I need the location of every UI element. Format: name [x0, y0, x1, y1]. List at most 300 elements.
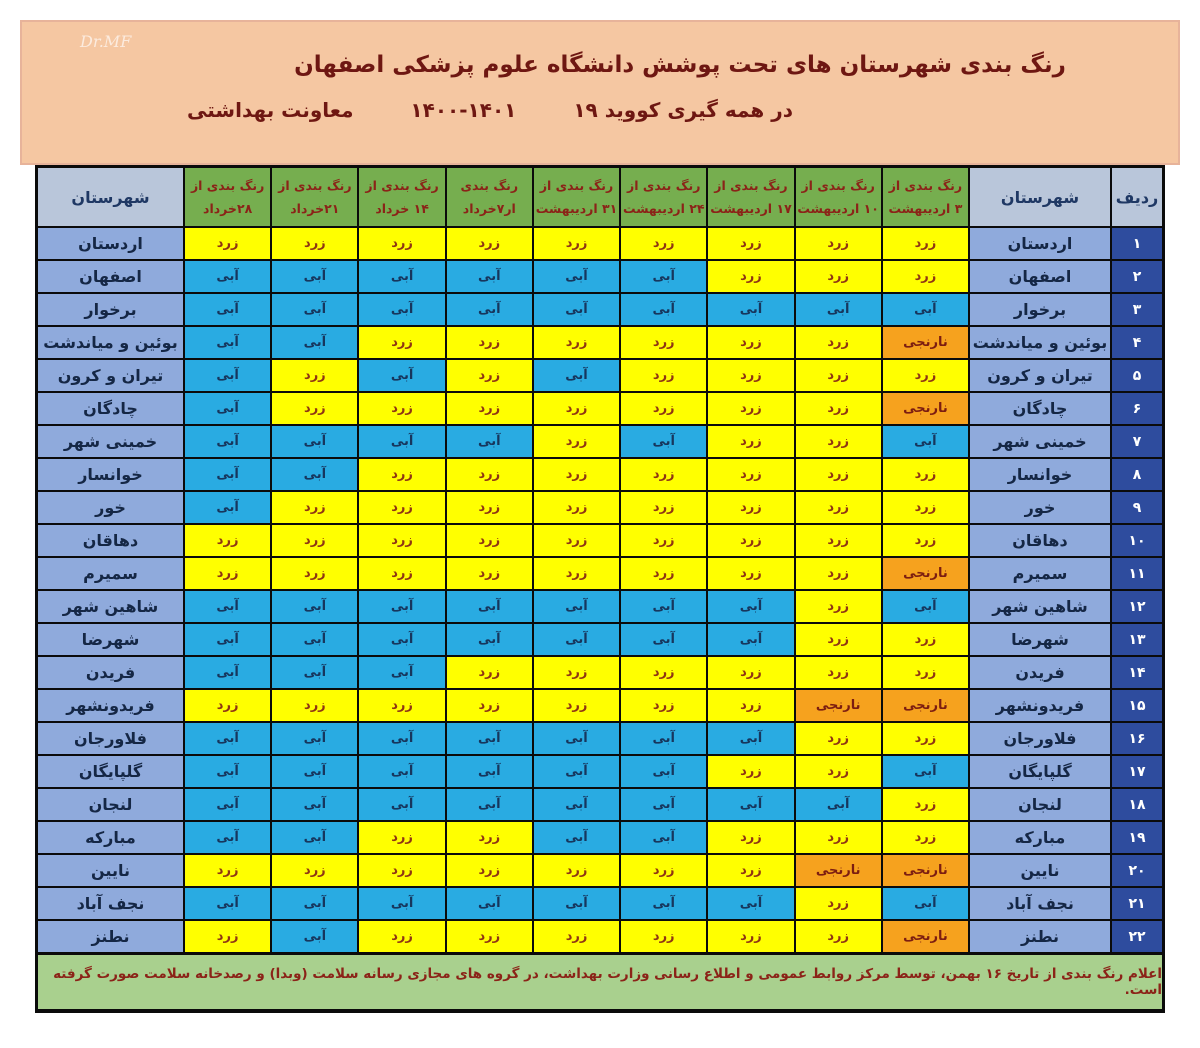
row-number-cell: ۱۹ — [1111, 821, 1164, 854]
status-cell: زرد — [795, 623, 882, 656]
row-number-cell: ۵ — [1111, 359, 1164, 392]
status-cell: نارنجی — [882, 557, 969, 590]
status-cell: زرد — [620, 227, 707, 260]
table-row — [37, 227, 1164, 260]
date-column-header-2: رنگ بندی از ۱۰ اردیبهشت — [795, 167, 882, 228]
status-cell: آبی — [184, 260, 271, 293]
table-row — [37, 854, 1164, 887]
status-cell: آبی — [620, 755, 707, 788]
status-cell: نارنجی — [882, 854, 969, 887]
status-cell: زرد — [271, 491, 358, 524]
watermark-signature: Dr.MF — [80, 32, 132, 51]
status-cell: آبی — [882, 887, 969, 920]
table-row — [37, 557, 1164, 590]
status-cell: آبی — [184, 722, 271, 755]
county-cell-right: برخوار — [969, 293, 1111, 326]
status-cell: آبی — [707, 590, 794, 623]
county-cell-right: مبارکه — [969, 821, 1111, 854]
status-cell: زرد — [358, 458, 445, 491]
county-header-left: شهرستان — [37, 167, 185, 228]
row-number-cell: ۱۵ — [1111, 689, 1164, 722]
status-cell: زرد — [446, 854, 533, 887]
status-cell: زرد — [533, 392, 620, 425]
county-cell-right: خور — [969, 491, 1111, 524]
status-cell: آبی — [620, 590, 707, 623]
status-cell: زرد — [533, 656, 620, 689]
status-cell: زرد — [446, 359, 533, 392]
status-cell: آبی — [271, 326, 358, 359]
status-cell: آبی — [620, 293, 707, 326]
status-cell: آبی — [533, 623, 620, 656]
status-cell: زرد — [271, 392, 358, 425]
status-cell: زرد — [795, 227, 882, 260]
row-number-cell: ۱۱ — [1111, 557, 1164, 590]
status-cell: زرد — [358, 920, 445, 954]
status-cell: زرد — [707, 524, 794, 557]
status-cell: زرد — [795, 425, 882, 458]
table-body — [37, 227, 1164, 954]
county-cell-left: خوانسار — [37, 458, 185, 491]
status-cell: آبی — [358, 722, 445, 755]
table-row — [37, 359, 1164, 392]
table-row — [37, 656, 1164, 689]
county-cell-right: شاهین شهر — [969, 590, 1111, 623]
status-cell: زرد — [795, 491, 882, 524]
status-cell: آبی — [358, 293, 445, 326]
status-cell: آبی — [358, 590, 445, 623]
report-subtitle — [22, 78, 1178, 122]
status-cell: زرد — [882, 227, 969, 260]
status-cell: زرد — [882, 524, 969, 557]
status-cell: نارنجی — [882, 392, 969, 425]
status-cell: آبی — [533, 788, 620, 821]
status-cell: زرد — [795, 755, 882, 788]
status-cell: زرد — [184, 689, 271, 722]
status-cell: زرد — [707, 755, 794, 788]
status-cell: آبی — [184, 293, 271, 326]
table-row — [37, 722, 1164, 755]
table-row — [37, 392, 1164, 425]
status-cell: آبی — [446, 260, 533, 293]
date-column-header-6: رنگ بندی ار۷خرداد — [446, 167, 533, 228]
county-cell-right: دهاقان — [969, 524, 1111, 557]
status-cell: زرد — [620, 458, 707, 491]
status-cell: زرد — [533, 854, 620, 887]
status-cell: آبی — [446, 425, 533, 458]
status-cell: آبی — [184, 887, 271, 920]
status-cell: زرد — [446, 821, 533, 854]
status-cell: زرد — [620, 689, 707, 722]
status-cell: زرد — [707, 260, 794, 293]
status-cell: زرد — [795, 887, 882, 920]
status-cell: آبی — [184, 491, 271, 524]
status-cell: آبی — [358, 623, 445, 656]
row-number-cell: ۱۳ — [1111, 623, 1164, 656]
status-cell: آبی — [882, 590, 969, 623]
status-cell: آبی — [184, 326, 271, 359]
status-cell: زرد — [882, 788, 969, 821]
row-number-cell: ۴ — [1111, 326, 1164, 359]
table-row — [37, 326, 1164, 359]
status-cell: زرد — [882, 359, 969, 392]
status-cell: آبی — [184, 458, 271, 491]
status-cell: زرد — [795, 590, 882, 623]
status-cell: زرد — [533, 425, 620, 458]
status-cell: زرد — [795, 326, 882, 359]
report-title: رنگ بندی شهرستان های تحت پوشش دانشگاه علوم پزشکی اصفهان — [294, 52, 1066, 78]
row-number-cell: ۶ — [1111, 392, 1164, 425]
status-cell: زرد — [707, 656, 794, 689]
status-cell: آبی — [184, 755, 271, 788]
status-cell: زرد — [707, 326, 794, 359]
status-cell: زرد — [446, 326, 533, 359]
county-cell-right: لنجان — [969, 788, 1111, 821]
table-row — [37, 623, 1164, 656]
status-cell: آبی — [446, 722, 533, 755]
status-cell: زرد — [184, 524, 271, 557]
county-cell-left: خمینی شهر — [37, 425, 185, 458]
status-cell: زرد — [620, 557, 707, 590]
status-cell: زرد — [620, 326, 707, 359]
status-cell: آبی — [707, 887, 794, 920]
county-cell-right: نایین — [969, 854, 1111, 887]
status-cell: زرد — [620, 854, 707, 887]
status-cell: زرد — [533, 458, 620, 491]
table-row — [37, 524, 1164, 557]
county-cell-right: خوانسار — [969, 458, 1111, 491]
status-cell: آبی — [620, 260, 707, 293]
status-cell: آبی — [184, 623, 271, 656]
county-cell-right: فلاورجان — [969, 722, 1111, 755]
table-row — [37, 920, 1164, 954]
status-cell: آبی — [533, 590, 620, 623]
table-row — [37, 821, 1164, 854]
status-cell: زرد — [795, 920, 882, 954]
status-cell: آبی — [271, 920, 358, 954]
county-cell-left: نطنز — [37, 920, 185, 954]
county-color-coding-table — [35, 165, 1165, 955]
table-row — [37, 590, 1164, 623]
status-cell: آبی — [533, 821, 620, 854]
status-cell: زرد — [795, 458, 882, 491]
status-cell: زرد — [358, 392, 445, 425]
status-cell: زرد — [533, 491, 620, 524]
status-cell: زرد — [795, 359, 882, 392]
county-cell-right: تیران و کرون — [969, 359, 1111, 392]
status-cell: آبی — [620, 788, 707, 821]
subtitle-deputy: معاونت بهداشتی — [187, 98, 354, 122]
status-cell: زرد — [882, 491, 969, 524]
date-column-header-9: رنگ بندی از ۲۸خرداد — [184, 167, 271, 228]
status-cell: آبی — [533, 260, 620, 293]
county-cell-left: اصفهان — [37, 260, 185, 293]
status-cell: زرد — [446, 524, 533, 557]
status-cell: آبی — [882, 293, 969, 326]
status-cell: زرد — [533, 920, 620, 954]
status-cell: آبی — [882, 755, 969, 788]
status-cell: آبی — [707, 722, 794, 755]
status-cell: آبی — [882, 425, 969, 458]
county-cell-right: اصفهان — [969, 260, 1111, 293]
table-row — [37, 260, 1164, 293]
table-row — [37, 689, 1164, 722]
date-column-header-7: رنگ بندی از ۱۴ خرداد — [358, 167, 445, 228]
status-cell: زرد — [271, 524, 358, 557]
status-cell: آبی — [184, 821, 271, 854]
status-cell: زرد — [446, 491, 533, 524]
status-cell: آبی — [358, 788, 445, 821]
status-cell: زرد — [707, 557, 794, 590]
county-cell-right: چادگان — [969, 392, 1111, 425]
status-cell: آبی — [620, 425, 707, 458]
status-cell: آبی — [620, 821, 707, 854]
date-column-header-5: رنگ بندی از ۳۱ اردیبهشت — [533, 167, 620, 228]
status-cell: زرد — [271, 227, 358, 260]
status-cell: زرد — [271, 689, 358, 722]
county-cell-left: اردستان — [37, 227, 185, 260]
status-cell: زرد — [620, 656, 707, 689]
status-cell: زرد — [707, 392, 794, 425]
county-cell-right: نجف آباد — [969, 887, 1111, 920]
status-cell: نارنجی — [795, 689, 882, 722]
status-cell: زرد — [271, 557, 358, 590]
county-cell-left: بوئین و میاندشت — [37, 326, 185, 359]
status-cell: زرد — [184, 920, 271, 954]
status-cell: آبی — [271, 887, 358, 920]
subtitle-years: ۱۴۰۰-۱۴۰۱ — [410, 98, 517, 122]
status-cell: زرد — [707, 491, 794, 524]
status-cell: آبی — [271, 821, 358, 854]
status-cell: آبی — [446, 623, 533, 656]
status-cell: زرد — [533, 227, 620, 260]
status-cell: آبی — [358, 359, 445, 392]
status-cell: زرد — [358, 491, 445, 524]
status-cell: آبی — [184, 656, 271, 689]
row-number-cell: ۱۷ — [1111, 755, 1164, 788]
status-cell: زرد — [358, 821, 445, 854]
table-head — [37, 167, 1164, 228]
status-cell: زرد — [707, 821, 794, 854]
status-cell: زرد — [882, 260, 969, 293]
status-cell: زرد — [358, 227, 445, 260]
status-cell: زرد — [446, 557, 533, 590]
date-column-header-8: رنگ بندی از ۲۱خرداد — [271, 167, 358, 228]
status-cell: زرد — [882, 821, 969, 854]
status-cell: زرد — [707, 359, 794, 392]
status-cell: آبی — [184, 590, 271, 623]
status-cell: زرد — [358, 326, 445, 359]
status-cell: زرد — [446, 227, 533, 260]
table-row — [37, 788, 1164, 821]
table-row — [37, 293, 1164, 326]
status-cell: زرد — [271, 359, 358, 392]
row-number-cell: ۲۰ — [1111, 854, 1164, 887]
row-number-cell: ۲۲ — [1111, 920, 1164, 954]
row-number-cell: ۱۲ — [1111, 590, 1164, 623]
county-cell-left: فریدونشهر — [37, 689, 185, 722]
county-cell-right: فریدونشهر — [969, 689, 1111, 722]
subtitle-pandemic: در همه گیری کووید ۱۹ — [573, 98, 793, 122]
status-cell: زرد — [795, 821, 882, 854]
county-cell-left: چادگان — [37, 392, 185, 425]
status-cell: آبی — [620, 623, 707, 656]
status-cell: آبی — [271, 656, 358, 689]
status-cell: زرد — [707, 425, 794, 458]
status-cell: زرد — [882, 722, 969, 755]
status-cell: آبی — [271, 755, 358, 788]
status-cell: زرد — [795, 722, 882, 755]
county-cell-left: فلاورجان — [37, 722, 185, 755]
county-cell-left: تیران و کرون — [37, 359, 185, 392]
county-cell-left: لنجان — [37, 788, 185, 821]
status-cell: آبی — [358, 260, 445, 293]
county-cell-left: دهاقان — [37, 524, 185, 557]
status-cell: زرد — [358, 689, 445, 722]
county-cell-right: نطنز — [969, 920, 1111, 954]
footer-note — [35, 955, 1165, 1013]
status-cell: زرد — [882, 623, 969, 656]
status-cell: زرد — [620, 491, 707, 524]
status-cell: زرد — [707, 920, 794, 954]
county-cell-right: شهرضا — [969, 623, 1111, 656]
date-column-header-1: رنگ بندی از ۳ اردیبهشت — [882, 167, 969, 228]
status-cell: آبی — [620, 887, 707, 920]
status-cell: زرد — [795, 260, 882, 293]
row-number-cell: ۱۴ — [1111, 656, 1164, 689]
status-cell: زرد — [882, 656, 969, 689]
status-cell: آبی — [533, 293, 620, 326]
county-cell-right: اردستان — [969, 227, 1111, 260]
status-cell: زرد — [184, 854, 271, 887]
status-cell: نارنجی — [882, 326, 969, 359]
row-number-header: ردیف — [1111, 167, 1164, 228]
county-cell-left: خور — [37, 491, 185, 524]
county-cell-right: خمینی شهر — [969, 425, 1111, 458]
status-cell: زرد — [620, 359, 707, 392]
status-cell: زرد — [620, 920, 707, 954]
status-cell: نارنجی — [795, 854, 882, 887]
county-cell-left: نایین — [37, 854, 185, 887]
status-cell: زرد — [184, 227, 271, 260]
status-cell: آبی — [271, 788, 358, 821]
county-cell-left: سمیرم — [37, 557, 185, 590]
status-cell: آبی — [184, 359, 271, 392]
status-cell: زرد — [795, 656, 882, 689]
row-number-cell: ۱۸ — [1111, 788, 1164, 821]
status-cell: آبی — [446, 755, 533, 788]
status-cell: آبی — [271, 260, 358, 293]
status-cell: زرد — [707, 854, 794, 887]
row-number-cell: ۲ — [1111, 260, 1164, 293]
date-column-header-4: رنگ بندی از ۲۴ اردیبهشت — [620, 167, 707, 228]
status-cell: آبی — [271, 293, 358, 326]
footer-note-text: اعلام رنگ بندی از تاریخ ۱۶ بهمن، توسط مرکز روابط عمومی و اطلاع رسانی وزارت بهداشت، در گروه های مجازی رسانه سلامت (وبدا) و رصدخانه سلامت صورت گرفته است. — [53, 966, 1162, 998]
status-cell: زرد — [795, 524, 882, 557]
status-cell: زرد — [882, 458, 969, 491]
table-header-row — [37, 167, 1164, 228]
status-cell: آبی — [271, 722, 358, 755]
status-cell: زرد — [707, 458, 794, 491]
status-cell: آبی — [795, 293, 882, 326]
row-number-cell: ۸ — [1111, 458, 1164, 491]
status-cell: آبی — [184, 788, 271, 821]
status-cell: زرد — [446, 920, 533, 954]
status-cell: آبی — [533, 887, 620, 920]
date-column-header-3: رنگ بندی از ۱۷ اردیبهشت — [707, 167, 794, 228]
status-cell: آبی — [184, 392, 271, 425]
status-cell: زرد — [795, 392, 882, 425]
county-cell-right: سمیرم — [969, 557, 1111, 590]
table-row — [37, 458, 1164, 491]
status-cell: آبی — [446, 590, 533, 623]
status-cell: زرد — [446, 392, 533, 425]
status-cell: زرد — [271, 854, 358, 887]
status-cell: نارنجی — [882, 920, 969, 954]
status-cell: آبی — [271, 425, 358, 458]
table-row — [37, 425, 1164, 458]
status-cell: زرد — [707, 227, 794, 260]
status-cell: زرد — [184, 557, 271, 590]
county-cell-left: برخوار — [37, 293, 185, 326]
status-cell: آبی — [446, 293, 533, 326]
status-cell: زرد — [358, 524, 445, 557]
status-cell: زرد — [358, 557, 445, 590]
status-cell: آبی — [446, 887, 533, 920]
status-cell: زرد — [620, 524, 707, 557]
county-cell-left: نجف آباد — [37, 887, 185, 920]
status-cell: زرد — [533, 524, 620, 557]
table-row — [37, 755, 1164, 788]
status-cell: آبی — [620, 722, 707, 755]
status-cell: زرد — [707, 689, 794, 722]
status-cell: زرد — [533, 689, 620, 722]
status-cell: زرد — [358, 854, 445, 887]
status-cell: آبی — [707, 623, 794, 656]
status-cell: زرد — [533, 326, 620, 359]
status-cell: زرد — [795, 557, 882, 590]
table-row — [37, 491, 1164, 524]
county-cell-right: گلپایگان — [969, 755, 1111, 788]
status-cell: آبی — [271, 623, 358, 656]
county-cell-left: شاهین شهر — [37, 590, 185, 623]
report-header — [20, 20, 1180, 165]
county-header-right: شهرستان — [969, 167, 1111, 228]
county-cell-right: فریدن — [969, 656, 1111, 689]
row-number-cell: ۱۰ — [1111, 524, 1164, 557]
status-cell: آبی — [358, 887, 445, 920]
status-cell: زرد — [446, 689, 533, 722]
status-cell: آبی — [184, 425, 271, 458]
status-cell: آبی — [446, 788, 533, 821]
status-cell: آبی — [795, 788, 882, 821]
row-number-cell: ۱۶ — [1111, 722, 1164, 755]
county-cell-right: بوئین و میاندشت — [969, 326, 1111, 359]
status-cell: آبی — [271, 590, 358, 623]
county-cell-left: شهرضا — [37, 623, 185, 656]
status-cell: آبی — [358, 425, 445, 458]
county-cell-left: گلپایگان — [37, 755, 185, 788]
county-cell-left: فریدن — [37, 656, 185, 689]
status-cell: زرد — [446, 458, 533, 491]
row-number-cell: ۹ — [1111, 491, 1164, 524]
row-number-cell: ۲۱ — [1111, 887, 1164, 920]
status-cell: زرد — [620, 392, 707, 425]
status-cell: آبی — [707, 788, 794, 821]
status-cell: آبی — [271, 458, 358, 491]
status-cell: نارنجی — [882, 689, 969, 722]
status-cell: زرد — [446, 656, 533, 689]
county-cell-left: مبارکه — [37, 821, 185, 854]
